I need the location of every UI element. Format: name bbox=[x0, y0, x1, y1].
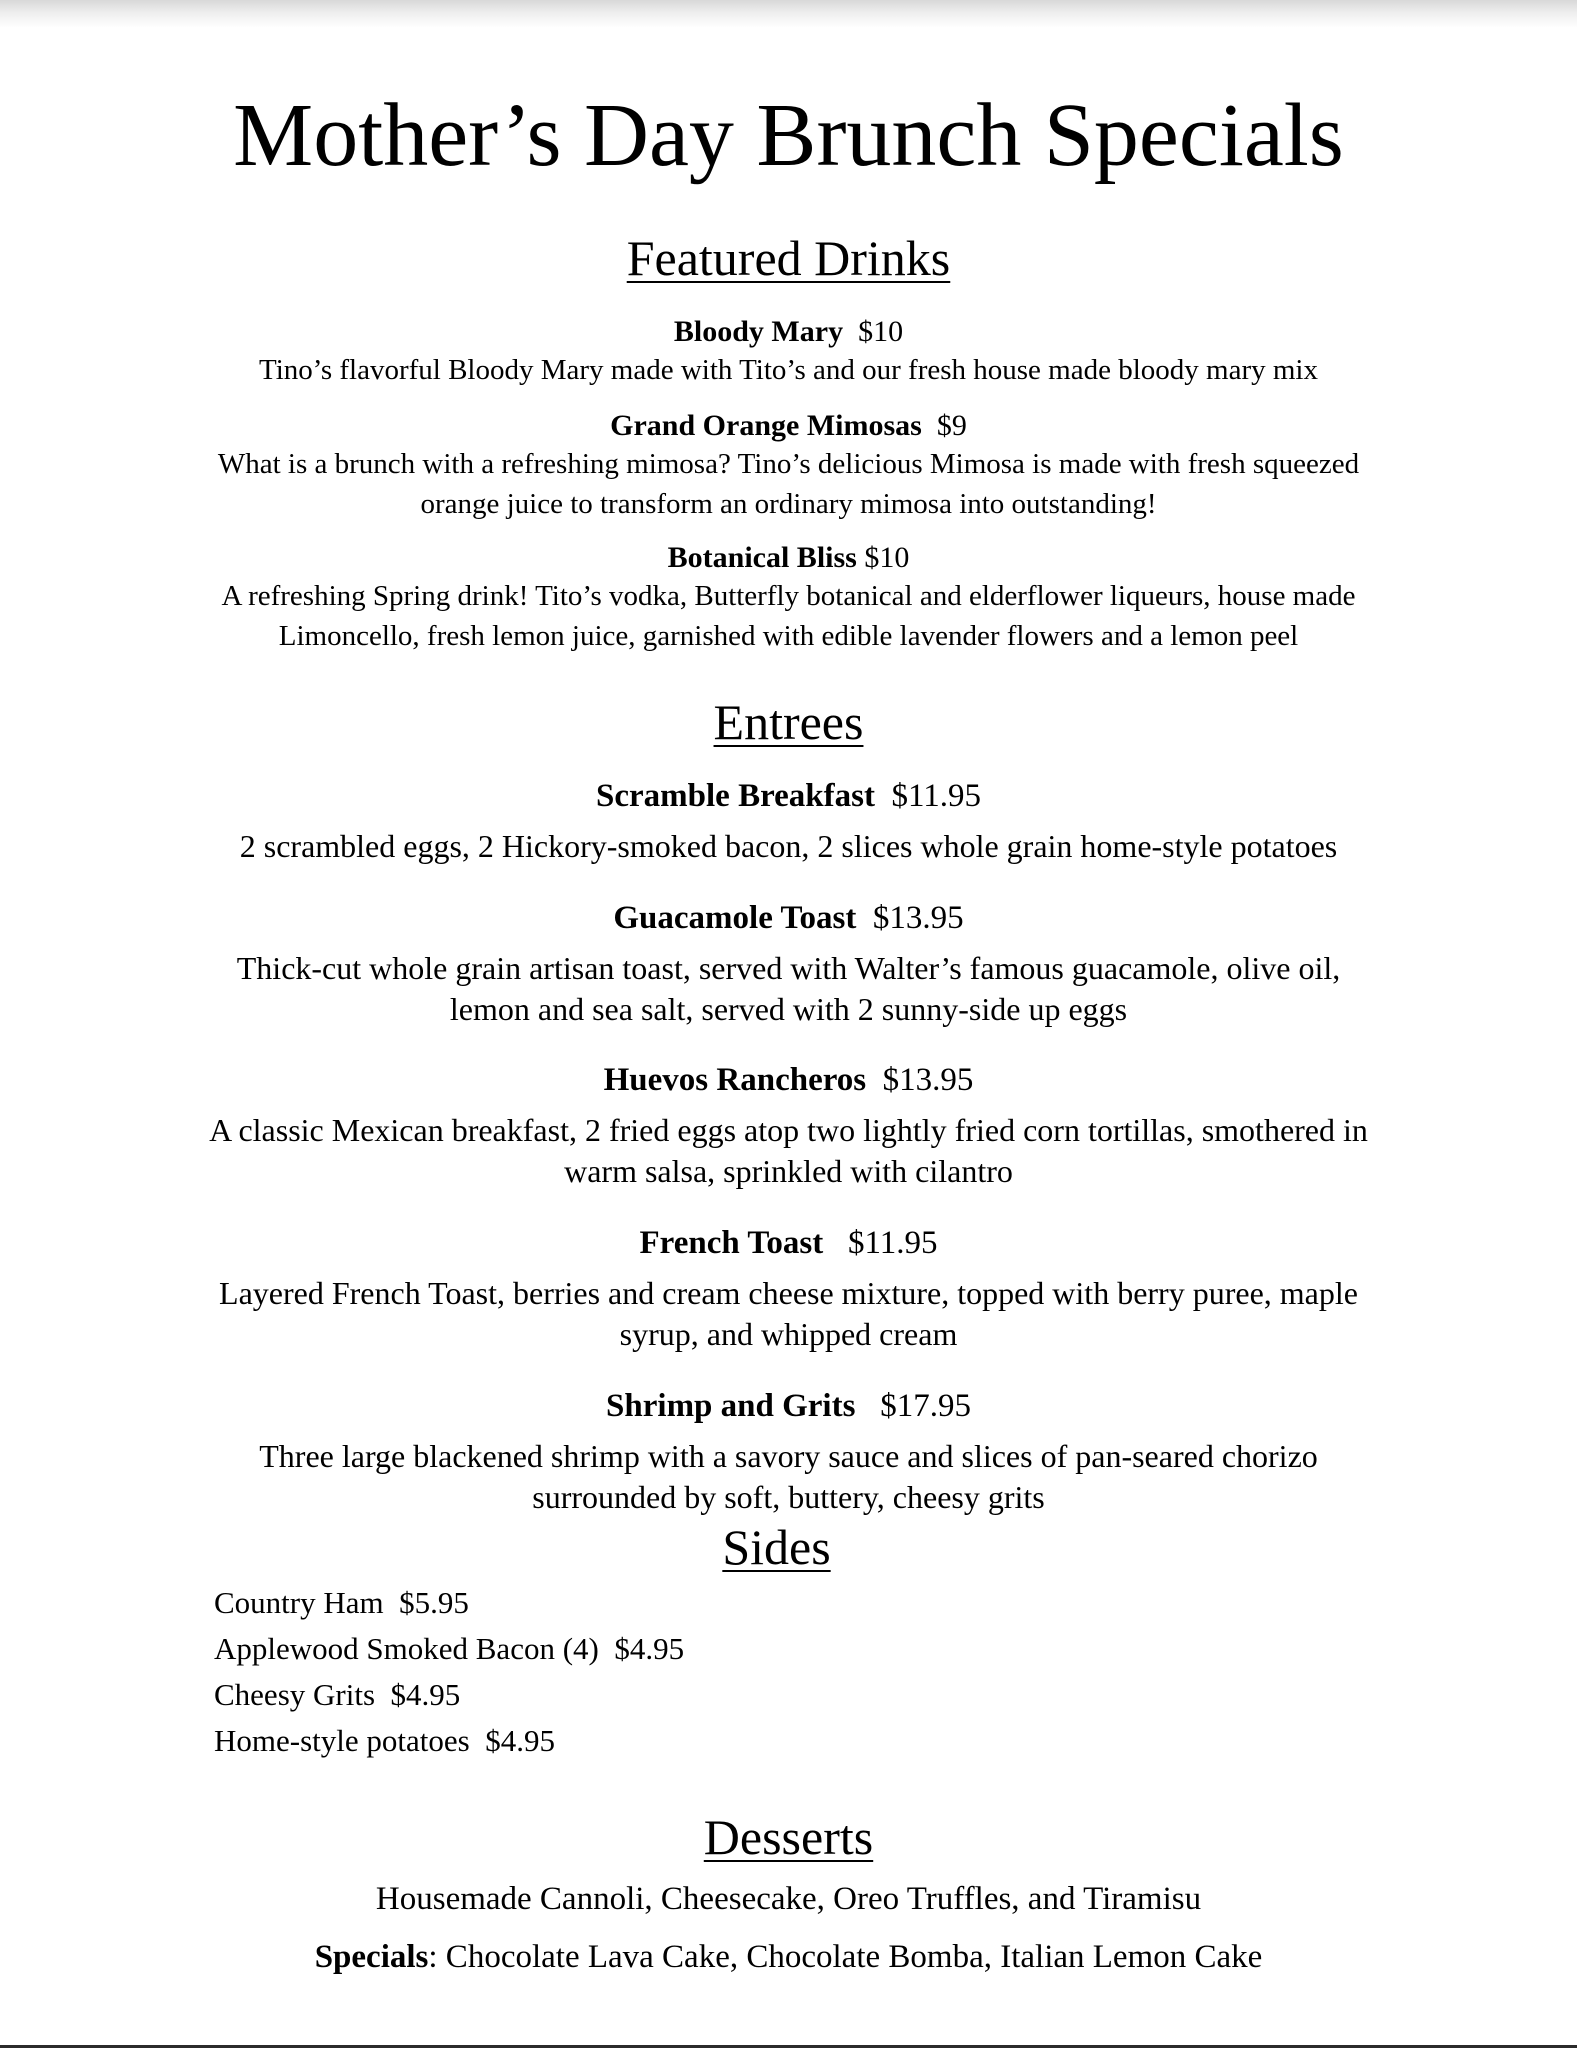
entree-description: Three large blackened shrimp with a savory sauce and slices of pan-seared chorizo surrounded by soft, buttery, cheesy grits bbox=[259, 1438, 1318, 1515]
entree-name: Huevos Rancheros bbox=[603, 1062, 867, 1098]
entree-price: $17.95 bbox=[880, 1388, 971, 1424]
drink-item-bloody-mary bbox=[60, 314, 1517, 390]
entree-name: French Toast bbox=[639, 1225, 824, 1261]
drink-description: A refreshing Spring drink! Tito’s vodka, Butterfly botanical and elderflower liqueurs, house made Limoncello, fresh lemon juice, garnished with edible lavender flowers and a lemon peel bbox=[221, 580, 1356, 652]
drink-description: Tino’s flavorful Bloody Mary made with Tito’s and our fresh house made bloody mary mix bbox=[259, 354, 1318, 386]
entrees-heading: Entrees bbox=[713, 694, 864, 750]
drink-item-botanical-bliss bbox=[60, 540, 1517, 656]
drink-name: Botanical Bliss bbox=[667, 541, 857, 574]
entree-item-scramble-breakfast bbox=[60, 776, 1517, 867]
side-item-applewood-bacon: Applewood Smoked Bacon (4) $4.95 bbox=[214, 1631, 685, 1666]
drink-name: Bloody Mary bbox=[673, 315, 844, 348]
entree-price: $11.95 bbox=[847, 1225, 938, 1261]
entree-price: $13.95 bbox=[882, 1062, 974, 1098]
entree-price: $11.95 bbox=[891, 778, 981, 814]
entree-price: $13.95 bbox=[872, 900, 964, 936]
desserts-specials bbox=[0, 1937, 1577, 1977]
entree-name: Guacamole Toast bbox=[613, 900, 857, 936]
side-item-home-style-potatoes: Home-style potatoes $4.95 bbox=[214, 1723, 555, 1758]
entree-description: A classic Mexican breakfast, 2 fried eggs atop two lightly fried corn tortillas, smothered in warm salsa, sprinkled with cilantro bbox=[209, 1112, 1368, 1189]
entree-name: Shrimp and Grits bbox=[606, 1388, 856, 1424]
entree-name: Scramble Breakfast bbox=[596, 778, 875, 814]
page-title: Mother’s Day Brunch Specials bbox=[233, 86, 1344, 185]
drink-item-grand-orange-mimosas bbox=[60, 408, 1517, 524]
drink-price: $9 bbox=[936, 409, 967, 442]
entree-item-guacamole-toast bbox=[60, 898, 1517, 1030]
specials-label: Specials bbox=[314, 1939, 429, 1975]
entree-item-huevos-rancheros bbox=[60, 1060, 1517, 1192]
drink-name: Grand Orange Mimosas bbox=[610, 409, 922, 442]
desserts-heading: Desserts bbox=[703, 1809, 874, 1865]
featured-drinks-heading: Featured Drinks bbox=[626, 230, 951, 286]
desserts-list: Housemade Cannoli, Cheesecake, Oreo Truffles, and Tiramisu bbox=[375, 1881, 1202, 1917]
drink-price: $10 bbox=[858, 315, 904, 348]
entree-description: Layered French Toast, berries and cream cheese mixture, topped with berry puree, maple syrup, and whipped cream bbox=[219, 1275, 1358, 1352]
entree-item-shrimp-and-grits bbox=[60, 1386, 1517, 1518]
side-item-country-ham: Country Ham $5.95 bbox=[214, 1585, 469, 1620]
entree-description: Thick-cut whole grain artisan toast, served with Walter’s famous guacamole, olive oil, lemon and sea salt, served with 2 sunny-side up eggs bbox=[236, 950, 1341, 1027]
entree-description: 2 scrambled eggs, 2 Hickory-smoked bacon, 2 slices whole grain home-style potatoes bbox=[239, 828, 1338, 864]
drink-description: What is a brunch with a refreshing mimosa? Tino’s delicious Mimosa is made with fresh squeezed orange juice to transform an ordinary mimosa into outstanding! bbox=[217, 448, 1360, 520]
specials-text: : Chocolate Lava Cake, Chocolate Bomba, Italian Lemon Cake bbox=[428, 1939, 1263, 1975]
entree-item-french-toast bbox=[60, 1223, 1517, 1355]
side-item-cheesy-grits: Cheesy Grits $4.95 bbox=[214, 1677, 461, 1712]
sides-heading: Sides bbox=[722, 1519, 831, 1575]
sides-list bbox=[214, 1580, 1114, 1764]
drink-price: $10 bbox=[864, 541, 910, 574]
